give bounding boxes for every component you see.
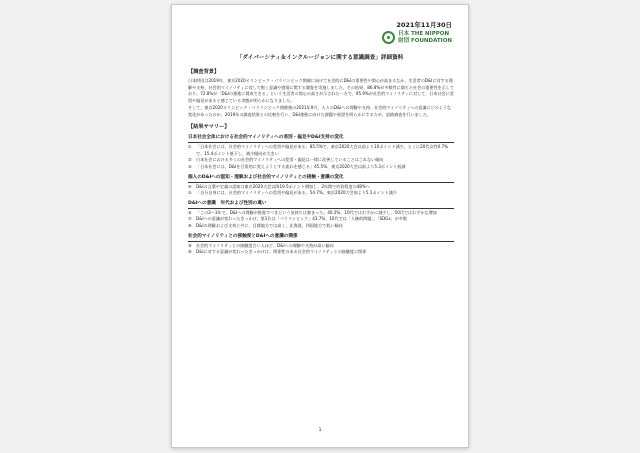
summary-heading: 【結果サマリー】 xyxy=(188,124,230,131)
background-heading: 【調査背景】 xyxy=(188,69,220,75)
logo-text-line2: 財団 FOUNDATION xyxy=(398,37,452,44)
foundation-emblem-icon xyxy=(382,31,395,44)
topic-title: D&Iへの意識 年代および性別の違い xyxy=(188,201,454,209)
list-item: ② 日本社会における多くの社会的マイノリティへの差別・偏見は一律に改善していることはこれない傾向 xyxy=(188,157,384,163)
list-item: ④ D&Iの言葉や定義の認知は東京2020大会以降19.5ポイント増加し、2年間で約倍程度の48%へ xyxy=(188,183,370,189)
list-item: ⑦ D&Iへの意識が変わったきっかけ、第1位は「パラリンピック」43.7%、10代では「人権的問題」、「SDGs」が多数 xyxy=(188,216,407,222)
list-item: ⑧ D&Iの理解および支持と共に、目標地方では高く、北海道、四国地方で低い傾向 xyxy=(188,222,343,228)
document-date: 2021年11月30日 xyxy=(396,21,452,29)
document-title: 「ダイバーシティ＆インクルージョンに関する意識調査」詳細資料 xyxy=(236,55,404,61)
list-item: ⑤ 「自分自身には、社会的マイノリティへの差別や偏見がある」54.7%。東京2020大会前より5.1ポイント減少 xyxy=(188,190,397,196)
topic-title: 社会的マイノリティとの接触度とD&Iへの意識の関係 xyxy=(188,234,454,242)
summary-topic xyxy=(188,234,454,256)
summary-topic xyxy=(188,135,454,170)
page-number: 1 xyxy=(318,428,322,433)
document-page xyxy=(171,4,469,448)
list-item: ① 「日本社会には、社会的マイノリティへの差別や偏見がある」85.5%で、東京2020大会以前より10ポイント減少。とくに20代女性0.7%で、15.4ポイント低下し、減少傾向が大きい xyxy=(188,144,449,156)
list-item: ⑨ 社会的マイノリティとの接触度合い人ほど、D&Iへの理解や支持が高い傾向 xyxy=(188,242,334,248)
background-paragraph: 日本財団は2019年、東京2020オリンピック・パラリンピック開催に向けて社会的にD&Iの重要性や関心が高まるなか、生活者のD&Iに対する理解や支持、社会的マイノリティに対して抱く意識や感情に関する調査を実施しました。その結果、86.8%が多様性に満ちた社会の重要性を示しており、72.8%が「D&Iの推進に賛成できる」という生活者の関心の高さが示された一方で、95.9%が社会的マイノリティに対して、日本社会に差別や偏見があると感じている実態が明らかになりました。 xyxy=(188,78,454,104)
summary-topic xyxy=(188,201,454,230)
list-item: ⑥ 「この2〜3年で、D&Iへの理解が推進すべきという気持ちは強まった」40.2%。10代ではわずかに減少し、50代ではわずかな増加 xyxy=(188,209,437,215)
topic-title: 個人のD&Iへの認知・理解および社会的マイノリティとの接触・意識の変化 xyxy=(188,175,454,183)
background-paragraph: そして、東京2020オリンピック・パラリンピック開催後の2021年9月、人々のD&Iへの理解や支持、社会的マイノリティへの意識にどのような変化があったのか、2019年の調査結果との比較を行い、D&I推進に向けた課題や展望を明らかにするため、追跡調査を行いました。 xyxy=(188,104,452,117)
list-item: ③ 「日本社会には、D&Iを日常的に変えようとする流れを感じる」45.5%、東京2020大会以前より5.3ポイント低減 xyxy=(188,164,406,169)
summary-topic xyxy=(188,175,454,197)
topic-title: 日本社会全体における社会的マイノリティへの差別・偏見やD&I支持の変化 xyxy=(188,135,454,143)
nippon-foundation-logo xyxy=(382,31,452,44)
logo-text-line1: 日本 THE NIPPON xyxy=(398,31,450,37)
document-body xyxy=(188,69,454,256)
list-item: ⑩ D&Iに対する意識が変わったきっかけは、関係性のある社会的マイノリティとの接触度に関係 xyxy=(188,249,367,255)
